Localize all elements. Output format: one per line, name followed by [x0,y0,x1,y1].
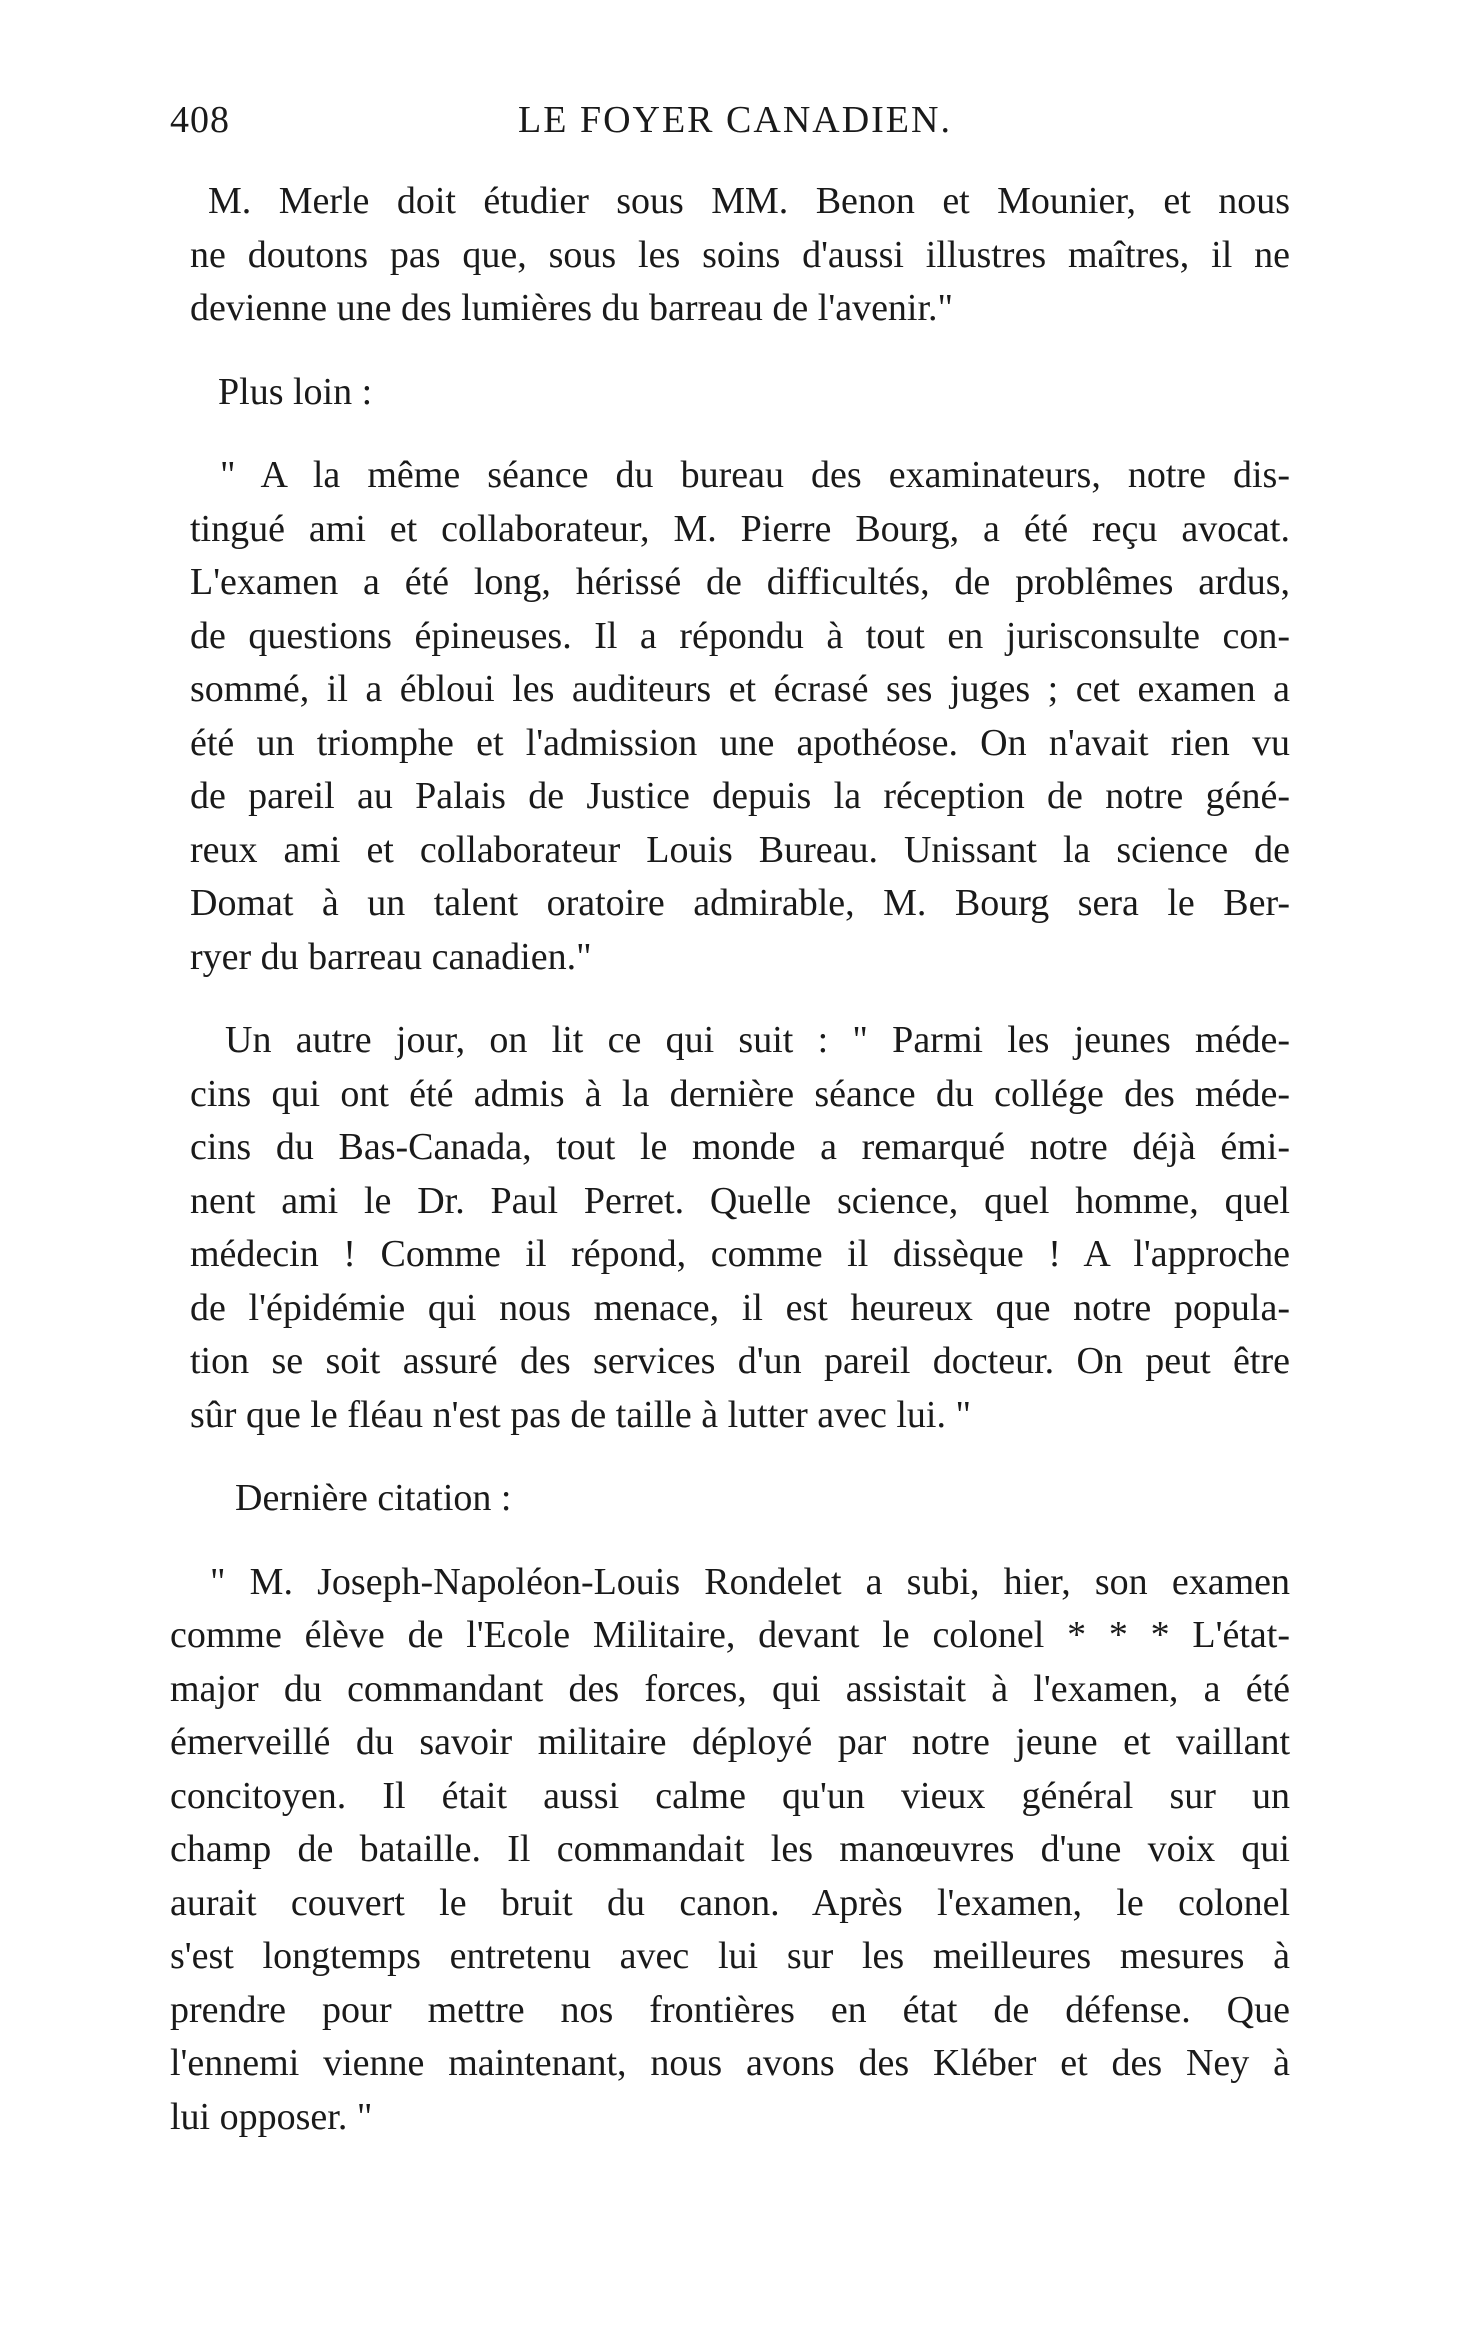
text-line: de questions épineuses. Il a répondu à tout en jurisconsulte con- [190,614,1290,657]
page-header [170,98,1300,158]
body-text [170,175,1290,2144]
paragraph [190,366,1290,420]
text-line: tion se soit assuré des services d'un pareil docteur. On peut être [190,1340,1290,1382]
text-line: Un autre jour, on lit ce qui suit : " Parmi les jeunes méde- [225,1019,1290,1061]
text-line: de l'épidémie qui nous menace, il est heureux que notre popula- [190,1286,1290,1329]
text-line: L'examen a été long, hérissé de difficultés, de problêmes ardus, [190,561,1290,603]
quotation-paragraph [170,1556,1290,2145]
paragraph [190,1472,1290,1526]
text-line: émerveillé du savoir militaire déployé par notre jeune et vaillant [170,1721,1290,1763]
text-line: Domat à un talent oratoire admirable, M. Bourg sera le Ber- [190,882,1290,924]
text-line: comme élève de l'Ecole Militaire, devant le colonel * * * L'état- [170,1614,1290,1656]
text-line: M. Merle doit étudier sous MM. Benon et Mounier, et nous [208,180,1290,222]
text-line: été un triomphe et l'admission une apothéose. On n'avait rien vu [190,721,1290,764]
text-line: sûr que le fléau n'est pas de taille à lutter avec lui. " [190,1393,972,1436]
text-line: Dernière citation : [235,1477,512,1519]
text-line: major du commandant des forces, qui assistait à l'examen, a été [170,1667,1290,1710]
paragraph [190,1014,1290,1442]
text-line: champ de bataille. Il commandait les manœuvres d'une voix qui [170,1828,1290,1870]
page-number: 408 [170,99,230,141]
paragraph [190,175,1290,336]
text-line: cins du Bas-Canada, tout le monde a remarqué notre déjà émi- [190,1126,1290,1168]
text-line: ryer du barreau canadien." [190,935,592,978]
text-line: Plus loin : [218,370,373,413]
text-line: " A la même séance du bureau des examinateurs, notre dis- [220,454,1290,496]
running-title: LE FOYER CANADIEN. [518,99,952,141]
text-line: tingué ami et collaborateur, M. Pierre Bourg, a été reçu avocat. [190,507,1290,550]
text-line: aurait couvert le bruit du canon. Après l'examen, le colonel [170,1881,1290,1924]
text-line: cins qui ont été admis à la dernière séance du collége des méde- [190,1072,1290,1115]
text-line: ne doutons pas que, sous les soins d'aussi illustres maîtres, il ne [190,233,1290,276]
text-line: médecin ! Comme il répond, comme il dissèque ! A l'approche [190,1233,1290,1275]
text-line: devienne une des lumières du barreau de l'avenir." [190,287,954,329]
text-line: concitoyen. Il était aussi calme qu'un vieux général sur un [170,1774,1290,1817]
text-line: de pareil au Palais de Justice depuis la réception de notre géné- [190,775,1290,817]
text-line: nent ami le Dr. Paul Perret. Quelle science, quel homme, quel [190,1179,1290,1222]
text-line: prendre pour mettre nos frontières en état de défense. Que [170,1988,1290,2031]
text-line: s'est longtemps entretenu avec lui sur les meilleures mesures à [170,1935,1290,1977]
text-line: sommé, il a ébloui les auditeurs et écrasé ses juges ; cet examen a [190,668,1290,710]
quotation-paragraph [190,449,1290,984]
text-line: reux ami et collaborateur Louis Bureau. Unissant la science de [190,828,1290,871]
text-line: lui opposer. " [170,2095,373,2138]
text-line: " M. Joseph-Napoléon-Louis Rondelet a subi, hier, son examen [210,1560,1290,1603]
text-line: l'ennemi vienne maintenant, nous avons des Kléber et des Ney à [170,2042,1290,2084]
